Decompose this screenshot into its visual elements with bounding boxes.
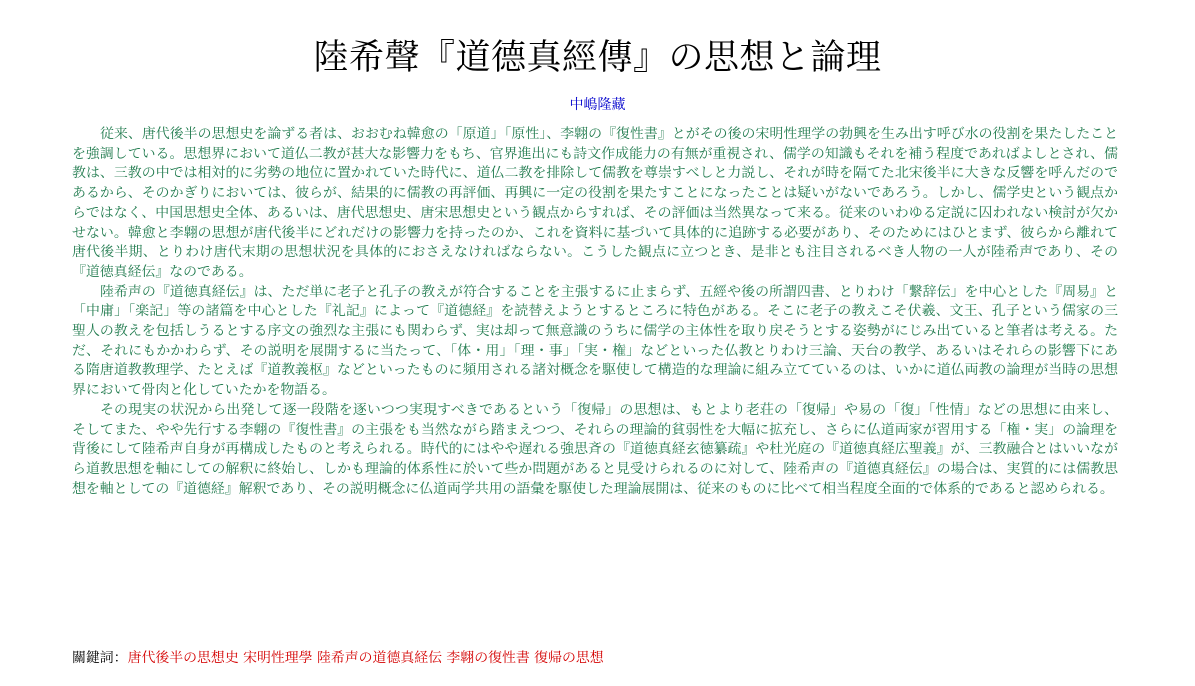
abstract-paragraph-2: 陸希声の『道徳真経伝』は、ただ単に老子と孔子の教えが符合することを主張するに止まらず、五經や後の所謂四書、とりわけ「繋辞伝」を中心とした『周易』と「中庸」「楽記」等の諸篇を中心とした『礼記』によって『道德経』を読替えようとするところに特色がある。そこに老子の教えこそ伏羲、文王、孔子という儒家の三聖人の教えを包括しうるとする序文の強烈な主張にも関わらず、実は却って無意識のうちに儒学の主体性を取り戻そうとする姿勢がにじみ出ていると筆者は考える。ただ、それにもかかわらず、その説明を展開するに当たって、「体・用」「理・事」「実・権」などといった仏教とりわけ三論、天台の教学、あるいはそれらの影響下にある隋唐道教教理学、たとえば『道教義枢』などといったものに頻用される諸対概念を駆使して構造的な理論に組み立てているのは、いかに道仏両教の論理が当時の思想界において骨肉と化していたかを物語る。 [72,283,1118,399]
keywords-label: 關鍵詞： [72,650,128,666]
author-name: 中嶋隆藏 [569,97,626,113]
abstract-paragraph-1: 従来、唐代後半の思想史を論ずる者は、おおむね韓愈の「原道」「原性」、李翺の『復性書』とがその後の宋明性理学の勃興を生み出す呼び水の役割を果たしたことを強調している。思想界において道仏二教が甚大な影響力をもち、官界進出にも詩文作成能力の有無が重視され、儒学の知識もそれを補う程度であればよしとされ、儒教は、三教の中では相対的に劣勢の地位に置かれていた時代に、道仏二教を排除して儒教を尊崇すべしと力説し、それが時を隔てた北宋後半に大きな反響を呼んだのであるから、そのかぎりにおいては、彼らが、結果的に儒教の再評価、再興に一定の役割を果たすことになったことは疑いがないであろう。しかし、儒学史という観点からではなく、中国思想史全体、あるいは、唐代思想史、唐宋思想史という観点からすれば、その評価は当然異なって来る。従来のいわゆる定説に囚われない検討が欠かせない。韓愈と李翺の思想が唐代後半にどれだけの影響力を持ったのか、これを資料に基づいて具体的に追跡する必要があり、そのためにはひとまず、彼らから離れて唐代後半期、とりわけ唐代末期の思想状況を具体的におさえなければならない。こうした観点に立つとき、是非とも注目されるべき人物の一人が陸希声であり、その『道徳真経伝』なのである。 [72,126,1118,280]
abstract-body [72,125,1118,499]
keywords-line [72,649,1118,669]
abstract-paragraph-3: その現実の状況から出発して逐一段階を逐いつつ実現すべきであるという「復帰」の思想は、もとより老荘の「復帰」や易の「復」「性情」などの思想に由来し、そしてまた、やや先行する李翺の『復性書』の主張をも当然ながら踏まえつつ、それらの理論的貧弱性を大幅に拡充し、さらに仏道両家が習用する「権・実」の論理を背後にして陸希声自身が再構成したものと考えられる。時代的にはやや遅れる強思斉の『道徳真経玄徳纂疏』や杜光庭の『道徳真経広聖義』が、三教融合とはいいながら道教思想を軸にしての解釈に終始し、しかも理論的体系性に於いて些か問題があると見受けられるのに対して、陸希声の『道德真経伝』の場合は、実質的には儒教思想を軸としての『道德経』解釈であり、その説明概念に仏道両学共用の語彙を駆使した理論展開は、従来のものに比べて相当程度全面的で体系的であると認められる。 [72,401,1118,497]
keywords-list: 唐代後半の思想史 宋明性理學 陸希声の道德真経伝 李翺の復性書 復帰の思想 [127,650,604,666]
document-title: 陸希聲『道德真經傳』の思想と論理 [313,38,882,78]
